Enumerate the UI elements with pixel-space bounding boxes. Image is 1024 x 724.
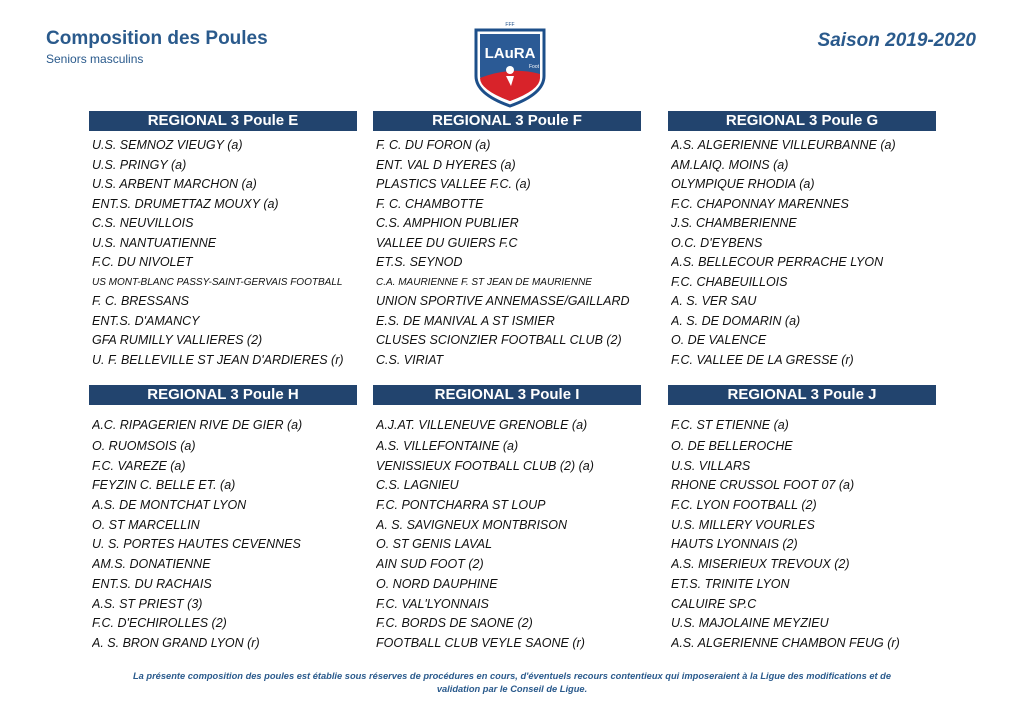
team-item: C.S. VIRIAT (376, 352, 444, 367)
team-item: C.S. AMPHION PUBLIER (376, 216, 519, 230)
poule-header: REGIONAL 3 Poule J (668, 385, 936, 405)
team-item: F. C. BRESSANS (92, 294, 190, 308)
page-title: Composition des Poules (46, 28, 268, 49)
team-item: A.J.AT. VILLENEUVE GRENOBLE (a) (376, 418, 588, 432)
team-item: ENT.S. D'AMANCY (92, 313, 200, 328)
logo-top-text: FFF (505, 22, 515, 28)
team-item: E.S. DE MANIVAL A ST ISMIER (376, 313, 555, 328)
team-item: O. DE BELLEROCHE (671, 439, 793, 453)
poule-f (373, 111, 641, 370)
team-item: O. NORD DAUPHINE (376, 576, 498, 591)
team-item: A.S. BELLECOUR PERRACHE LYON (671, 255, 884, 269)
team-item: A. S. DE DOMARIN (a) (671, 313, 801, 328)
team-item: U. S. PORTES HAUTES CEVENNES (92, 537, 301, 552)
team-item: A.C. RIPAGERIEN RIVE DE GIER (a) (92, 418, 303, 432)
poule-e (89, 111, 357, 370)
poule-header: REGIONAL 3 Poule F (373, 111, 641, 131)
poule-header: REGIONAL 3 Poule G (668, 111, 936, 131)
laura-foot-logo (470, 22, 550, 108)
poule-header: REGIONAL 3 Poule H (89, 385, 357, 405)
team-item: A. S. VER SAU (671, 294, 757, 308)
team-item: O. ST MARCELLIN (92, 517, 200, 532)
season-label: Saison 2019-2020 (817, 30, 976, 51)
team-item: A.S. ALGERIENNE CHAMBON FEUG (r) (671, 635, 900, 650)
footer-line: La présente composition des poules est établie sous réserves de procédures en cours, d'éventuels recours contentieux qui imposeraient à la Ligue des modifications et de (132, 671, 892, 681)
team-item: U.S. ARBENT MARCHON (a) (92, 177, 257, 191)
team-item: F.C. VAREZE (a) (92, 458, 186, 473)
logo-text: LAuRA (484, 45, 536, 62)
team-item: F.C. BORDS DE SAONE (2) (376, 616, 533, 631)
team-item: F.C. PONTCHARRA ST LOUP (376, 498, 546, 513)
team-item: ENT. VAL D HYERES (a) (376, 157, 516, 172)
team-item: A.S. ST PRIEST (3) (92, 596, 203, 611)
team-item: F.C. D'ECHIROLLES (2) (92, 616, 227, 631)
team-item: F.C. VALLEE DE LA GRESSE (r) (671, 352, 854, 367)
team-item: CLUSES SCIONZIER FOOTBALL CLUB (2) (376, 333, 622, 347)
team-item: C.S. NEUVILLOIS (92, 216, 194, 230)
team-item: U.S. MILLERY VOURLES (671, 517, 815, 532)
team-item: RHONE CRUSSOL FOOT 07 (a) (671, 478, 855, 493)
team-item: GFA RUMILLY VALLIERES (2) (92, 333, 263, 347)
team-item: A.S. MISERIEUX TREVOUX (2) (671, 557, 850, 572)
team-item: C.A. MAURIENNE F. ST JEAN DE MAURIENNE (376, 276, 592, 288)
team-item: A.S. VILLEFONTAINE (a) (376, 439, 519, 453)
team-item: ET.S. TRINITE LYON (671, 576, 790, 591)
poule-i (373, 385, 641, 654)
team-item: F.C. VAL'LYONNAIS (376, 596, 489, 611)
team-item: F.C. CHAPONNAY MARENNES (671, 196, 849, 211)
team-item: FOOTBALL CLUB VEYLE SAONE (r) (376, 635, 585, 650)
team-item: O. DE VALENCE (671, 333, 767, 347)
team-item: A.S. ALGERIENNE VILLEURBANNE (a) (671, 138, 896, 152)
team-item: F.C. CHABEUILLOIS (671, 274, 788, 289)
team-item: OLYMPIQUE RHODIA (a) (671, 177, 815, 191)
team-item: A.S. DE MONTCHAT LYON (92, 498, 247, 513)
team-item: U.S. NANTUATIENNE (92, 235, 217, 250)
footer-note (100, 670, 924, 696)
team-item: F.C. LYON FOOTBALL (2) (671, 498, 817, 513)
team-item: U.S. VILLARS (671, 458, 751, 473)
poule-h (89, 385, 357, 654)
team-item: C.S. LAGNIEU (376, 478, 459, 493)
page-subtitle: Seniors masculins (46, 52, 144, 66)
team-item: ENT.S. DU RACHAIS (92, 576, 212, 591)
poule-header: REGIONAL 3 Poule E (89, 111, 357, 131)
team-item: F.C. ST ETIENNE (a) (671, 418, 789, 432)
team-item: VENISSIEUX FOOTBALL CLUB (2) (a) (376, 458, 594, 473)
team-item: U.S. SEMNOZ VIEUGY (a) (92, 138, 243, 152)
team-item: J.S. CHAMBERIENNE (671, 216, 797, 230)
team-item: O. RUOMSOIS (a) (92, 439, 196, 453)
team-item: U. F. BELLEVILLE ST JEAN D'ARDIERES (r) (92, 352, 344, 367)
team-item: ENT.S. DRUMETTAZ MOUXY (a) (92, 196, 279, 211)
team-item: AM.LAIQ. MOINS (a) (671, 157, 789, 172)
team-item: F. C. DU FORON (a) (376, 138, 491, 152)
team-item: CALUIRE SP.C (671, 596, 757, 611)
team-item: FEYZIN C. BELLE ET. (a) (92, 478, 236, 493)
team-item: A. S. SAVIGNEUX MONTBRISON (376, 517, 568, 532)
team-item: PLASTICS VALLEE F.C. (a) (376, 177, 531, 191)
team-item: F.C. DU NIVOLET (92, 255, 193, 269)
team-item: U.S. MAJOLAINE MEYZIEU (671, 616, 829, 631)
poule-g (668, 111, 936, 370)
team-item: O. ST GENIS LAVAL (376, 537, 493, 552)
footer-line: validation par le Conseil de Ligue. (436, 684, 588, 694)
team-item: HAUTS LYONNAIS (2) (671, 537, 798, 552)
team-item: US MONT-BLANC PASSY-SAINT-GERVAIS FOOTBALL (92, 276, 343, 288)
team-item: O.C. D'EYBENS (671, 235, 763, 250)
team-item: ET.S. SEYNOD (376, 255, 463, 269)
team-item: AM.S. DONATIENNE (92, 557, 211, 572)
team-item: UNION SPORTIVE ANNEMASSE/GAILLARD (376, 294, 630, 308)
team-item: U.S. PRINGY (a) (92, 157, 187, 172)
team-item: F. C. CHAMBOTTE (376, 196, 484, 211)
logo-sub-text: Foot (528, 64, 540, 70)
team-item: A. S. BRON GRAND LYON (r) (92, 635, 260, 650)
team-item: AIN SUD FOOT (2) (376, 557, 484, 572)
poule-j (668, 385, 936, 654)
poule-header: REGIONAL 3 Poule I (373, 385, 641, 405)
team-item: VALLEE DU GUIERS F.C (376, 235, 518, 250)
